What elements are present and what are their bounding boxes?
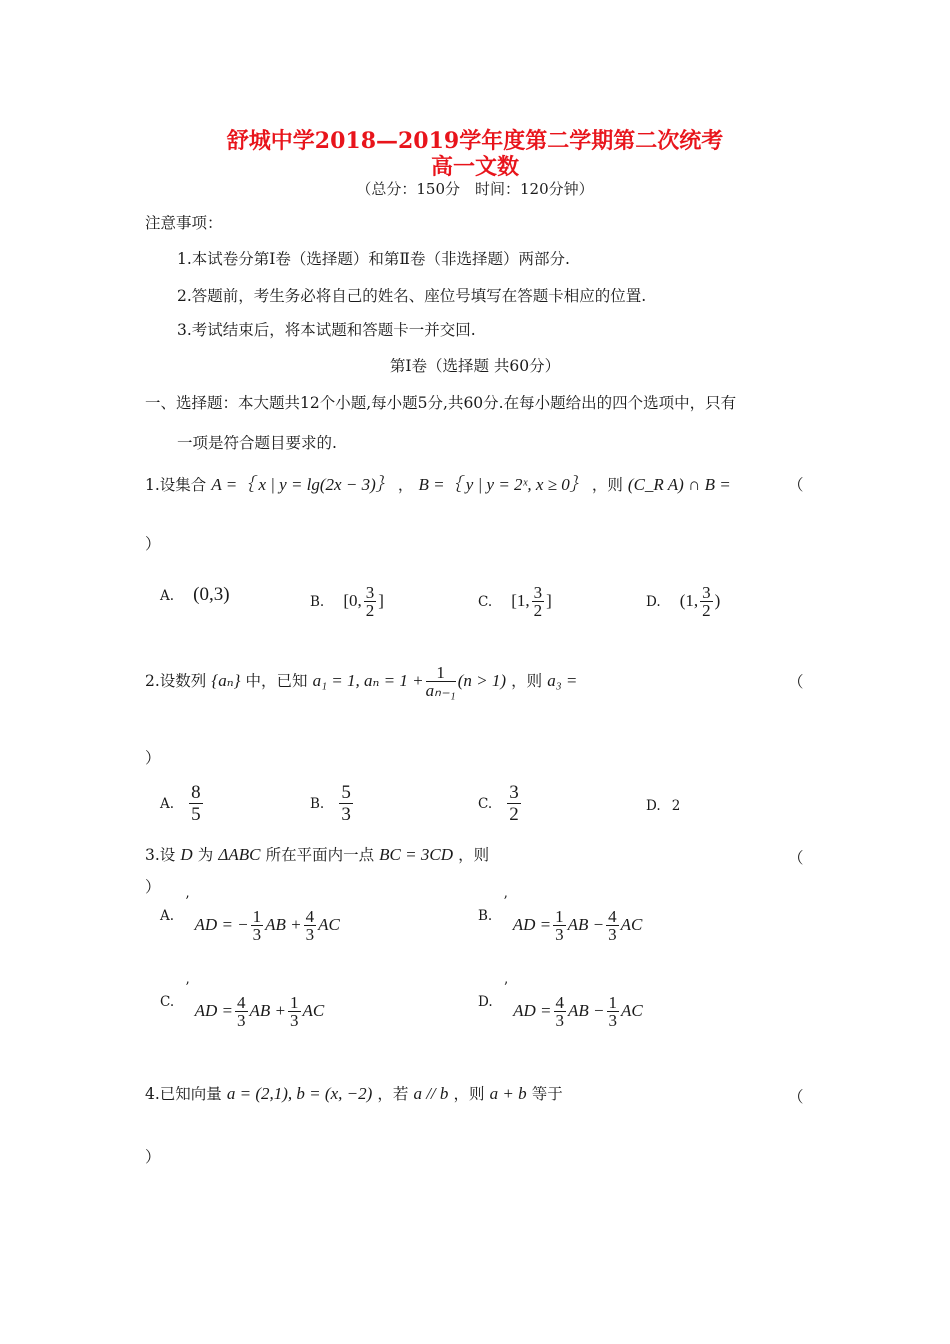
part1-instruction-cont: 一项是符合题目要求的. xyxy=(177,434,337,452)
q2-mid: 中，已知 xyxy=(245,672,308,690)
q3-triangle: ΔABC xyxy=(218,845,261,864)
q1-option-c: C. [1, $\frac{3}{2}$ ] xyxy=(478,583,552,620)
q3-lead: 3.设 xyxy=(145,846,176,864)
q3-option-c: $^{C.}$ ’ AD = $\frac{4}{3}$ AB + $\frac{1}{3}$ AC xyxy=(160,980,325,1030)
q2-sequence: {aₙ} xyxy=(211,671,241,690)
question-3 xyxy=(145,843,489,865)
q2-lead: 2.设数列 xyxy=(145,672,207,690)
part1-heading: 第Ⅰ卷（选择题 共60分） xyxy=(389,357,561,375)
q2-option-c: C. $\frac{3}{2}$ xyxy=(478,782,519,825)
q1-comma: ， xyxy=(397,476,414,494)
answer-paren-open: （ xyxy=(788,476,804,494)
q3-option-a: $^{A.}$ ’ AD = − $\frac{1}{3}$ AB + $\frac{4}{3}$ AC xyxy=(160,894,340,944)
q3-option-b: $^{B.}$ ’ AD = $\frac{1}{3}$ AB − $\frac{4}{3}$ AC xyxy=(478,894,643,944)
q4-lead: 4.已知向量 xyxy=(145,1085,222,1103)
q2-condition: a₁ = 1, aₙ = 1 + xyxy=(312,671,424,690)
q1-lead: 1.设集合 xyxy=(145,476,207,494)
q1-then: ，则 xyxy=(591,476,623,494)
q4-condition: a // b xyxy=(413,1084,449,1103)
q4-tail: 等于 xyxy=(531,1085,563,1103)
note-item: 1.本试卷分第Ⅰ卷（选择题）和第Ⅱ卷（非选择题）两部分. xyxy=(177,250,570,268)
question-1 xyxy=(145,470,731,495)
q1-option-d: D. (1, $\frac{3}{2}$ ) xyxy=(646,583,721,620)
q1-set-b: B =｛ y | y = 2ˣ, x ≥ 0｝ xyxy=(418,475,587,494)
q2-then: ，则 xyxy=(511,672,543,690)
answer-paren-open: （ xyxy=(788,849,804,867)
q3-mid: 为 xyxy=(197,846,214,864)
q1-option-b: B. [0, $\frac{3}{2}$ ] xyxy=(310,583,384,620)
notes-heading: 注意事项： xyxy=(145,214,223,232)
q3-point: D xyxy=(180,845,193,864)
answer-paren-close: ） xyxy=(145,1148,161,1166)
q2-option-b: B. $\frac{5}{3}$ xyxy=(310,782,351,825)
q1-expression: (C_R A) ∩ B = xyxy=(627,475,731,494)
q3-mid2: 所在平面内一点 xyxy=(265,846,375,864)
q2-condition-range: (n > 1) xyxy=(457,671,507,690)
answer-paren-close: ） xyxy=(145,878,161,896)
part1-instruction: 一、选择题：本大题共12个小题,每小题5分,共60分.在每小题给出的四个选项中，只有 xyxy=(145,394,737,412)
answer-paren-open: （ xyxy=(788,1088,804,1106)
exam-title: 舒城中学2018—2019学年度第二学期第二次统考 xyxy=(226,128,724,154)
q3-then: ，则 xyxy=(458,846,490,864)
q2-option-a: A. $\frac{8}{5}$ xyxy=(160,782,201,825)
question-4 xyxy=(145,1082,563,1104)
question-2: 2.设数列 {aₙ} 中，已知 a₁ = 1, aₙ = 1 + $\frac{1}{\text{aₙ₋₁}}$ (n > 1) ，则 a₃ = xyxy=(145,663,578,700)
q4-expression: a + b xyxy=(489,1084,527,1103)
q1-option-a: A. (0,3) xyxy=(160,584,230,605)
q4-vectors: a = (2,1), b = (x, −2) xyxy=(226,1084,373,1103)
q2-target: a₃ = xyxy=(547,671,578,690)
q1-set-a: A =｛ x | y = lg(2x − 3)｝ xyxy=(211,475,393,494)
note-item: 2.答题前，考生务必将自己的姓名、座位号填写在答题卡相应的位置. xyxy=(177,287,647,305)
answer-paren-close: ） xyxy=(145,749,161,767)
q2-option-d: D. 2 xyxy=(646,798,681,814)
q3-condition: BC = 3CD xyxy=(379,845,453,864)
answer-paren-open: （ xyxy=(788,673,804,691)
note-item: 3.考试结束后，将本试题和答题卡一并交回. xyxy=(177,321,476,339)
q4-then: ，则 xyxy=(453,1085,485,1103)
exam-info: （总分：150分 时间：120分钟） xyxy=(356,180,594,198)
exam-subtitle: 高一文数 xyxy=(430,154,519,180)
q4-if: ，若 xyxy=(377,1085,409,1103)
q3-option-d: $^{D.}$ ’ AD = $\frac{4}{3}$ AB − $\frac{1}{3}$ AC xyxy=(478,980,643,1030)
answer-paren-close: ） xyxy=(145,535,161,553)
